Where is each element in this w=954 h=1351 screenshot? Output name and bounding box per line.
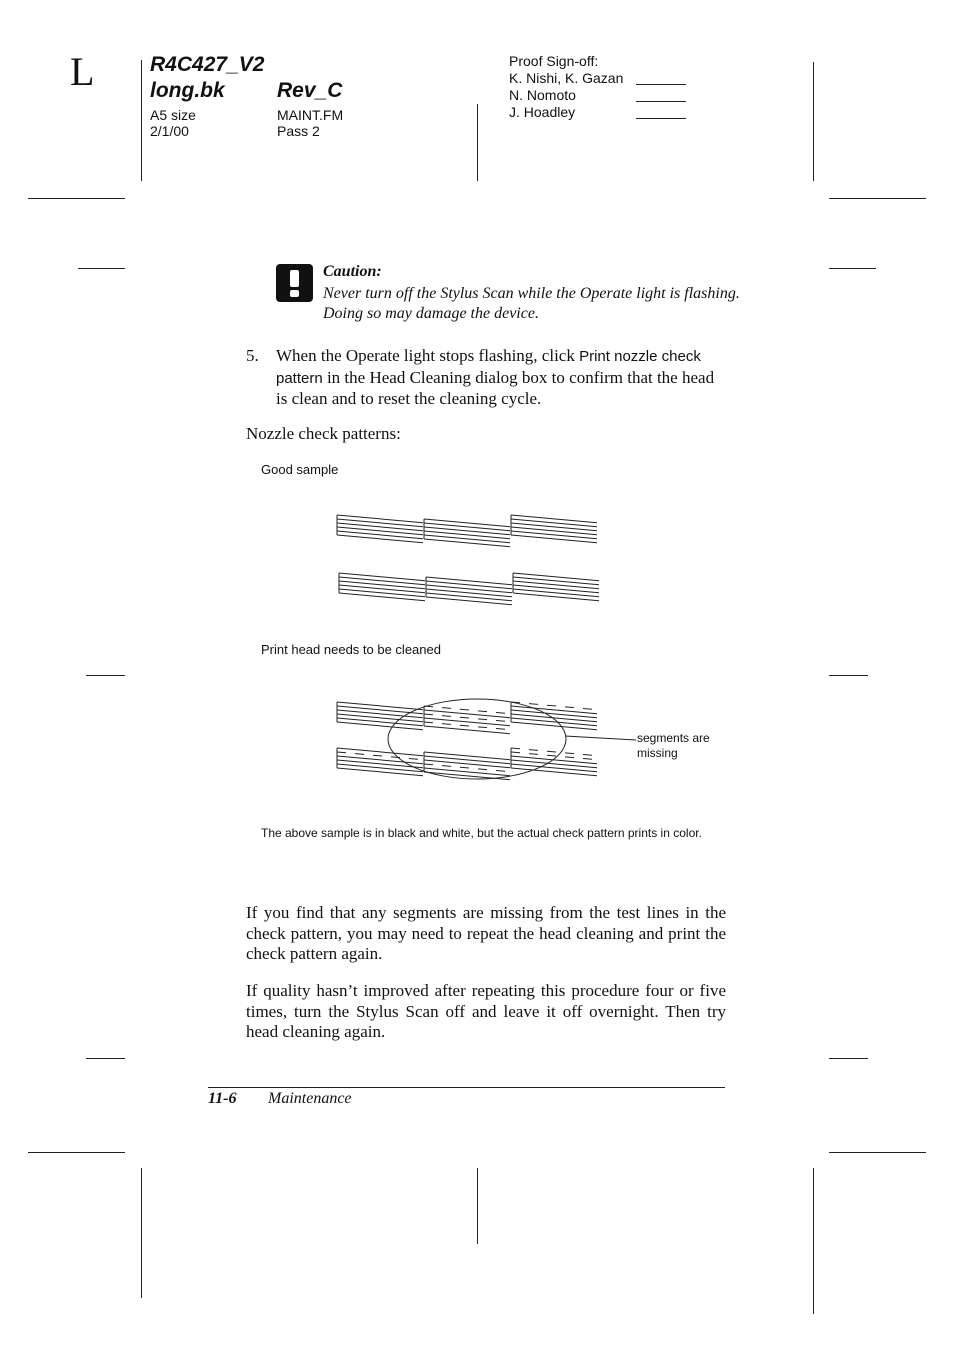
header-divider-left: [141, 60, 142, 181]
caution-title: Caution:: [323, 263, 382, 280]
header-divider-right: [813, 62, 814, 181]
pass-number: Pass 2: [277, 123, 320, 139]
section-title: Maintenance: [268, 1090, 352, 1107]
caution-icon: [276, 264, 313, 302]
signature-line-2: [636, 101, 686, 102]
signature-line-3: [636, 118, 686, 119]
crop-mark: [829, 675, 868, 676]
proof-title: Proof Sign-off:: [509, 53, 599, 69]
page-size: A5 size: [150, 107, 196, 123]
proof-name-1: K. Nishi, K. Gazan: [509, 70, 624, 86]
crop-mark: [28, 1152, 125, 1153]
good-sample-label: Good sample: [261, 462, 339, 477]
revision: Rev_C: [277, 79, 343, 102]
step-text: [276, 346, 726, 410]
color-note: The above sample is in black and white, but the actual check pattern prints in color.: [261, 826, 702, 840]
crop-mark: [829, 1058, 868, 1059]
callout-line: [565, 736, 636, 740]
crop-mark: [829, 198, 926, 199]
crop-mark: [78, 268, 125, 269]
caution-text: Never turn off the Stylus Scan while the Operate light is flashing. Doing so may damage the device.: [323, 285, 740, 322]
crop-mark: [813, 1168, 814, 1314]
missing-callout: segments are missing: [637, 731, 710, 760]
doc-code: R4C427_V2: [150, 53, 265, 76]
step-number: 5.: [246, 346, 259, 365]
bad-sample-pattern: [330, 692, 650, 788]
corner-letter: L: [70, 49, 95, 94]
step-text-before: When the Operate light stops flashing, click: [276, 346, 580, 365]
bad-sample-label: Print head needs to be cleaned: [261, 642, 441, 657]
footer-rule: [208, 1087, 725, 1088]
signature-line-1: [636, 84, 686, 85]
crop-mark: [829, 268, 876, 269]
proof-name-2: N. Nomoto: [509, 87, 576, 103]
paragraph-1: If you find that any segments are missing from the test lines in the check pattern, you may need to repeat the head cleaning and print the check pattern again.: [246, 903, 726, 963]
page-number: 11-6: [208, 1090, 237, 1107]
crop-mark: [477, 1168, 478, 1244]
file-name: MAINT.FM: [277, 107, 344, 123]
header-divider-middle: [477, 104, 478, 181]
crop-mark: [829, 1152, 926, 1153]
book-name: long.bk: [150, 79, 225, 102]
proof-name-3: J. Hoadley: [509, 104, 576, 120]
good-sample-pattern: [330, 505, 610, 615]
step-text-after: in the Head Cleaning dialog box to confirm that the head is clean and to reset the cleaning cycle.: [276, 367, 715, 408]
crop-mark: [86, 675, 125, 676]
crop-mark: [141, 1168, 142, 1298]
crop-mark: [86, 1058, 125, 1059]
doc-date: 2/1/00: [150, 123, 189, 139]
crop-mark: [28, 198, 125, 199]
nozzle-heading: Nozzle check patterns:: [246, 424, 401, 443]
paragraph-2: If quality hasn’t improved after repeating this procedure four or five times, turn the Stylus Scan off and leave it off overnight. Then try head cleaning again.: [246, 981, 726, 1041]
print-nozzle-check-label: Print nozzle check pattern: [276, 348, 701, 387]
